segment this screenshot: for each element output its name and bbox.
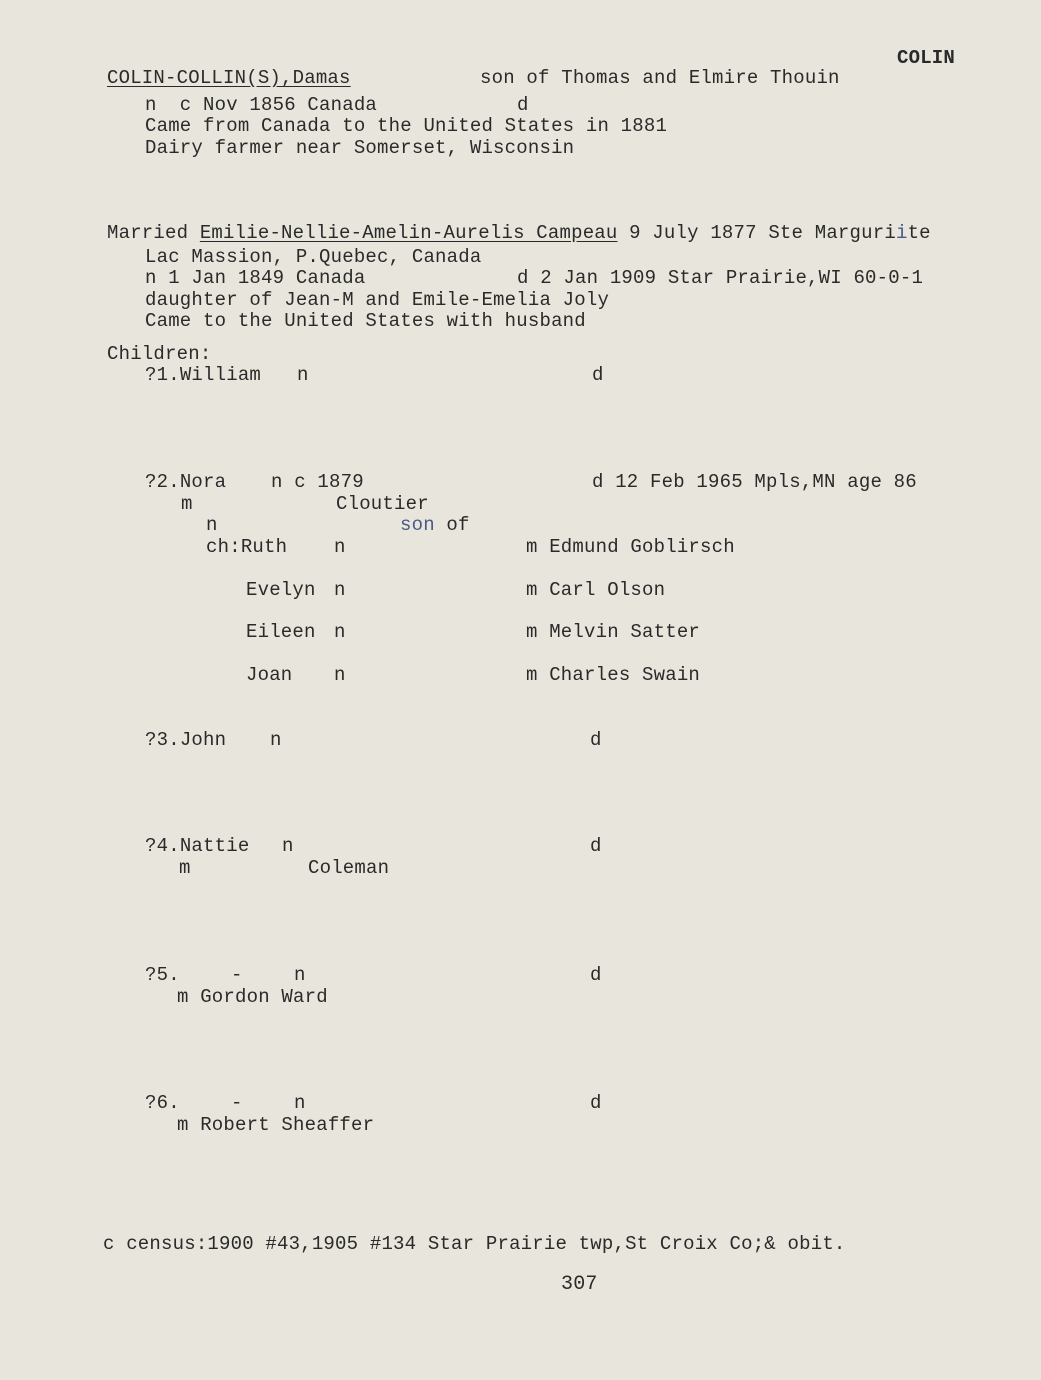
child-died: d — [590, 835, 602, 857]
children-heading: Children: — [107, 343, 212, 365]
child-born: n — [294, 964, 306, 986]
child-married: m — [181, 493, 193, 515]
subject-parents: son of Thomas and Elmire Thouin — [480, 67, 840, 89]
grandchild-born: n — [334, 621, 346, 643]
marriage-place: Lac Massion, P.Quebec, Canada — [145, 246, 482, 268]
spouse-note: Came to the United States with husband — [145, 310, 586, 332]
child-spouse-parents — [400, 514, 470, 536]
child-number: ?5. — [145, 964, 180, 986]
grandchild-name: Evelyn — [246, 579, 316, 601]
grandchild-row — [206, 536, 287, 558]
subject-immigration: Came from Canada to the United States in 1881 — [145, 115, 668, 137]
child-died: d — [590, 964, 602, 986]
child-name: William — [179, 364, 262, 386]
child-number: ?1. — [145, 364, 180, 386]
marriage-prefix: Married — [107, 222, 200, 244]
children-label: ch: — [206, 536, 241, 558]
grandchild-married: m Edmund Goblirsch — [526, 536, 735, 558]
subject-died: d — [517, 94, 529, 116]
spouse-parents: daughter of Jean-M and Emile-Emelia Joly — [145, 289, 610, 311]
child-born: n — [297, 364, 309, 386]
child-died: d — [590, 729, 602, 751]
child-died: d 12 Feb 1965 Mpls,MN age 86 — [592, 471, 917, 493]
of-word: of — [434, 514, 470, 536]
child-number: ?4. — [145, 835, 180, 857]
spouse-born: n 1 Jan 1849 Canada — [145, 267, 366, 289]
child-married: m — [179, 857, 191, 879]
subject-occupation: Dairy farmer near Somerset, Wisconsin — [145, 137, 575, 159]
grandchild-born: n — [334, 536, 346, 558]
grandchild-married: m Carl Olson — [526, 579, 666, 601]
child-died: d — [592, 364, 604, 386]
child-spouse: Coleman — [308, 857, 390, 879]
child-name: Nattie — [179, 835, 250, 857]
spouse-name: Emilie-Nellie-Amelin-Aurelis Campeau — [199, 222, 618, 244]
page-number: 307 — [561, 1273, 598, 1296]
child-name: Nora — [179, 471, 227, 493]
grandchild-name: Joan — [246, 664, 293, 686]
child-number: ?3. — [145, 729, 180, 751]
child-died: d — [590, 1092, 602, 1114]
child-married: m Gordon Ward — [177, 986, 328, 1008]
son-word: son — [400, 514, 435, 536]
sources-note: c census:1900 #43,1905 #134 Star Prairie twp,St Croix Co;& obit. — [103, 1233, 846, 1255]
child-spouse-born: n — [206, 514, 218, 536]
marriage-date-place-end: te — [907, 222, 931, 244]
child-born: n c 1879 — [271, 471, 364, 493]
child-name: - — [231, 1092, 243, 1114]
grandchild-married: m Melvin Satter — [526, 621, 701, 643]
header-surname: COLIN — [897, 47, 956, 69]
grandchild-born: n — [334, 664, 346, 686]
child-3 — [145, 729, 226, 751]
grandchild-name: Eileen — [246, 621, 316, 643]
child-2 — [145, 471, 226, 493]
child-married: m Robert Sheaffer — [177, 1114, 375, 1136]
subject-born: n c Nov 1856 Canada — [145, 94, 378, 116]
child-born: n — [282, 835, 294, 857]
child-4 — [145, 835, 249, 857]
child-spouse: Cloutier — [336, 493, 429, 515]
child-name: - — [231, 964, 243, 986]
grandchild-born: n — [334, 579, 346, 601]
child-number: ?6. — [145, 1092, 180, 1114]
child-1 — [145, 364, 261, 386]
spouse-died: d 2 Jan 1909 Star Prairie,WI 60-0-1 — [517, 267, 924, 289]
grandchild-married: m Charles Swain — [526, 664, 701, 686]
child-born: n — [294, 1092, 306, 1114]
child-number: ?2. — [145, 471, 180, 493]
marriage-line — [107, 222, 931, 244]
grandchild-name: Ruth — [240, 536, 288, 558]
child-name: John — [179, 729, 227, 751]
marriage-date-place-mark: i — [895, 222, 908, 244]
marriage-date-place: 9 July 1877 Ste Marguri — [617, 222, 896, 244]
subject-name: COLIN-COLLIN(S),Damas — [107, 67, 351, 89]
child-born: n — [270, 729, 282, 751]
